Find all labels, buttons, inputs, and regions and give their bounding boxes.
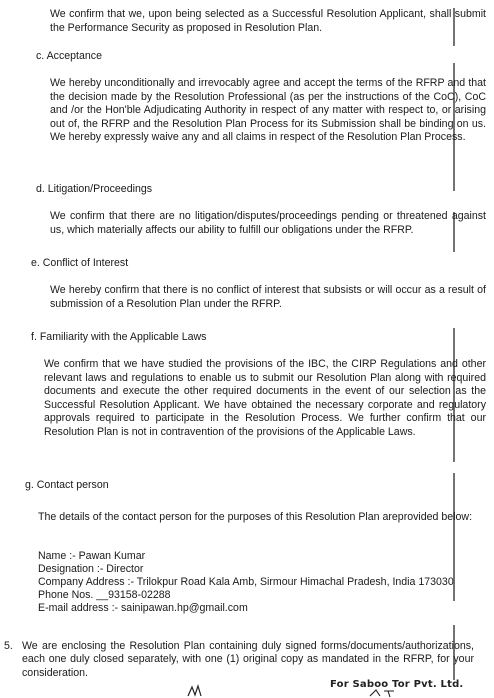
contact-details bbox=[38, 550, 454, 615]
section-body-litigation: We confirm that there are no litigation/disputes/proceedings pending or threatened against us, which materially affects our ability to fulfill our obligations under the RFRP. bbox=[50, 210, 486, 236]
section-body-acceptance: We hereby unconditionally and irrevocably agree and accept the terms of the RFRP and that the decision made by the Resolution Professional (as per the instructions of the CoC), CoC and /or the Hon'ble Adjudicating Authority in respect of any matter with respect to, or arising out of, the RFRP and the Resolution Plan Process for its Submission shall be binding on us. We hereby expressly waive any and all claims in respect of the Resolution Plan Process. bbox=[50, 77, 486, 144]
section-heading-contact: g. Contact person bbox=[25, 479, 109, 491]
contact-phone: Phone Nos. __93158-02288 bbox=[38, 589, 171, 601]
section-heading-litigation: d. Litigation/Proceedings bbox=[36, 183, 153, 195]
item-5-paragraph: We are enclosing the Resolution Plan containing duly signed forms/documents/authorizations, each one duly closed separately, with one (1) original copy as mandated in the RFRP, for your consideration. bbox=[22, 640, 474, 679]
section-body-contact: The details of the contact person for the purposes of this Resolution Plan areprovided below: bbox=[38, 511, 473, 523]
contact-designation: Designation :- Director bbox=[38, 563, 144, 575]
section-heading-acceptance: c. Acceptance bbox=[36, 50, 102, 62]
company-stamp: For Saboo Tor Pvt. Ltd. bbox=[330, 679, 464, 690]
contact-email: E-mail address :- sainipawan.hp@gmail.com bbox=[38, 602, 248, 614]
signature-scribble bbox=[186, 684, 208, 698]
intro-paragraph: We confirm that we, upon being selected as a Successful Resolution Applicant, shall submit the Performance Security as proposed in Resolution Plan. bbox=[50, 8, 486, 34]
section-body-familiarity: We confirm that we have studied the provisions of the IBC, the CIRP Regulations and other relevant laws and regulations to enable us to submit our Resolution Plan along with required documents and execute the other required documents in the event of our selection as the Successful Resolution Applicant. We have obtained the necessary corporate and regulatory approvals required to participate in the Resolution Process. We further confirm that our Resolution Plan is not in contravention of the provisions of the Applicable Laws. bbox=[44, 358, 486, 438]
signature-scribble bbox=[368, 688, 408, 698]
item-number: 5. bbox=[4, 640, 13, 652]
contact-name: Name :- Pawan Kumar bbox=[38, 550, 146, 562]
section-heading-conflict: e. Conflict of Interest bbox=[31, 257, 129, 269]
section-body-conflict: We hereby confirm that there is no conflict of interest that subsists or will occur as a result of submission of a Resolution Plan under the RFRP. bbox=[50, 284, 486, 310]
section-heading-familiarity: f. Familiarity with the Applicable Laws bbox=[31, 331, 207, 343]
contact-address: Company Address :- Trilokpur Road Kala Amb, Sirmour Himachal Pradesh, India 173030 bbox=[38, 576, 454, 588]
